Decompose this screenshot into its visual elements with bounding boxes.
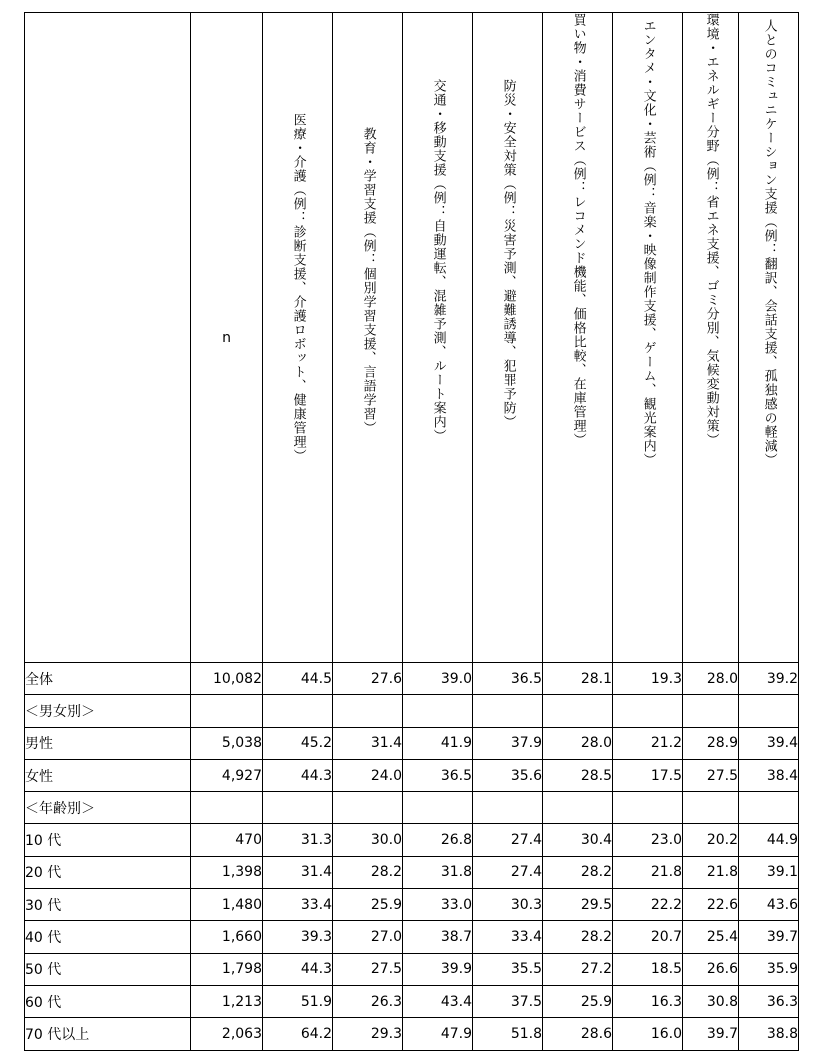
cell-value: 44.3 bbox=[263, 953, 333, 985]
cell-value: 30.4 bbox=[543, 824, 613, 856]
cell-value: 24.0 bbox=[333, 759, 403, 791]
row-n: 470 bbox=[191, 824, 263, 856]
cell-value: 39.2 bbox=[739, 663, 799, 695]
row-n: 5,038 bbox=[191, 727, 263, 759]
header-row bbox=[25, 13, 799, 663]
cell-value: 38.8 bbox=[739, 1018, 799, 1050]
category-header-education bbox=[333, 13, 403, 663]
survey-table bbox=[24, 12, 799, 1051]
cell-value: 45.2 bbox=[263, 727, 333, 759]
cell-value: 18.5 bbox=[613, 953, 683, 985]
category-label: 環境・エネルギー分野（例：省エネ支援、ゴミ分別、気候変動対策） bbox=[703, 13, 719, 447]
cell-value: 37.5 bbox=[473, 985, 543, 1017]
row-n: 1,660 bbox=[191, 921, 263, 953]
cell-value: 22.2 bbox=[613, 889, 683, 921]
row-label: 50 代 bbox=[25, 953, 191, 985]
table-row bbox=[25, 759, 799, 791]
cell-value: 35.6 bbox=[473, 759, 543, 791]
cell-value: 35.5 bbox=[473, 953, 543, 985]
section-label: ＜年齢別＞ bbox=[25, 792, 191, 824]
row-n: 2,063 bbox=[191, 1018, 263, 1050]
category-header-entertainment bbox=[613, 13, 683, 663]
cell-value: 30.8 bbox=[683, 985, 739, 1017]
cell-value: 16.0 bbox=[613, 1018, 683, 1050]
row-label: 30 代 bbox=[25, 889, 191, 921]
cell-value: 28.0 bbox=[543, 727, 613, 759]
cell-value: 43.4 bbox=[403, 985, 473, 1017]
category-header-transport bbox=[403, 13, 473, 663]
cell-value: 17.5 bbox=[613, 759, 683, 791]
row-n: 1,480 bbox=[191, 889, 263, 921]
cell-value: 41.9 bbox=[403, 727, 473, 759]
cell-value: 19.3 bbox=[613, 663, 683, 695]
cell-value: 44.9 bbox=[739, 824, 799, 856]
row-label: 20 代 bbox=[25, 856, 191, 888]
cell-value: 31.3 bbox=[263, 824, 333, 856]
cell-value: 43.6 bbox=[739, 889, 799, 921]
row-n: 1,213 bbox=[191, 985, 263, 1017]
cell-value: 51.9 bbox=[263, 985, 333, 1017]
cell-value: 39.4 bbox=[739, 727, 799, 759]
cell-value: 30.3 bbox=[473, 889, 543, 921]
cell-value: 27.5 bbox=[333, 953, 403, 985]
cell-value: 36.3 bbox=[739, 985, 799, 1017]
cell-value: 29.5 bbox=[543, 889, 613, 921]
row-label: 全体 bbox=[25, 663, 191, 695]
cell-value: 28.2 bbox=[333, 856, 403, 888]
table-row bbox=[25, 824, 799, 856]
cell-value: 28.5 bbox=[543, 759, 613, 791]
table-row bbox=[25, 1018, 799, 1050]
category-label: 交通・移動支援（例：自動運転、混雑予測、ルート案内） bbox=[430, 79, 446, 443]
cell-value: 51.8 bbox=[473, 1018, 543, 1050]
cell-value: 28.2 bbox=[543, 921, 613, 953]
row-label: 女性 bbox=[25, 759, 191, 791]
row-label: 40 代 bbox=[25, 921, 191, 953]
cell-value: 26.6 bbox=[683, 953, 739, 985]
table-row bbox=[25, 953, 799, 985]
n-header bbox=[191, 13, 263, 663]
cell-value: 39.3 bbox=[263, 921, 333, 953]
cell-value: 39.7 bbox=[683, 1018, 739, 1050]
table-row bbox=[25, 889, 799, 921]
section-row bbox=[25, 695, 799, 727]
row-label: 男性 bbox=[25, 727, 191, 759]
cell-value: 25.4 bbox=[683, 921, 739, 953]
cell-value: 31.4 bbox=[263, 856, 333, 888]
category-label: 買い物・消費サービス（例：レコメンド機能、価格比較、在庫管理） bbox=[570, 13, 586, 447]
cell-value: 33.0 bbox=[403, 889, 473, 921]
cell-value: 39.1 bbox=[739, 856, 799, 888]
cell-value: 26.8 bbox=[403, 824, 473, 856]
cell-value: 36.5 bbox=[473, 663, 543, 695]
cell-value: 30.0 bbox=[333, 824, 403, 856]
cell-value: 39.9 bbox=[403, 953, 473, 985]
cell-value: 28.2 bbox=[543, 856, 613, 888]
cell-value: 16.3 bbox=[613, 985, 683, 1017]
section-row bbox=[25, 792, 799, 824]
cell-value: 44.5 bbox=[263, 663, 333, 695]
category-label: 人とのコミュニケーション支援（例：翻訳、会話支援、孤独感の軽減） bbox=[761, 19, 777, 467]
table-row bbox=[25, 985, 799, 1017]
cell-value: 36.5 bbox=[403, 759, 473, 791]
cell-value: 33.4 bbox=[473, 921, 543, 953]
category-label: 防災・安全対策（例：災害予測、避難誘導、犯罪予防） bbox=[500, 79, 516, 429]
cell-value: 22.6 bbox=[683, 889, 739, 921]
corner-cell bbox=[25, 13, 191, 663]
cell-value: 25.9 bbox=[333, 889, 403, 921]
cell-value: 27.2 bbox=[543, 953, 613, 985]
cell-value: 27.4 bbox=[473, 824, 543, 856]
cell-value: 28.0 bbox=[683, 663, 739, 695]
cell-value: 20.7 bbox=[613, 921, 683, 953]
row-n: 10,082 bbox=[191, 663, 263, 695]
category-header-disaster bbox=[473, 13, 543, 663]
cell-value: 29.3 bbox=[333, 1018, 403, 1050]
cell-value: 23.0 bbox=[613, 824, 683, 856]
cell-value: 28.1 bbox=[543, 663, 613, 695]
cell-value: 47.9 bbox=[403, 1018, 473, 1050]
table-row bbox=[25, 727, 799, 759]
category-header-communication bbox=[739, 13, 799, 663]
category-label: 教育・学習支援（例：個別学習支援、言語学習） bbox=[360, 127, 376, 435]
table-row bbox=[25, 663, 799, 695]
n-header-label: n bbox=[222, 329, 231, 346]
cell-value: 27.4 bbox=[473, 856, 543, 888]
cell-value: 27.6 bbox=[333, 663, 403, 695]
table-row bbox=[25, 921, 799, 953]
category-label: 医療・介護（例：診断支援、介護ロボット、健康管理） bbox=[290, 113, 306, 463]
cell-value: 64.2 bbox=[263, 1018, 333, 1050]
row-label: 60 代 bbox=[25, 985, 191, 1017]
category-label: エンタメ・文化・芸術（例：音楽・映像制作支援、ゲーム、観光案内） bbox=[640, 19, 656, 467]
cell-value: 38.7 bbox=[403, 921, 473, 953]
section-label: ＜男女別＞ bbox=[25, 695, 191, 727]
cell-value: 21.2 bbox=[613, 727, 683, 759]
cell-value: 28.6 bbox=[543, 1018, 613, 1050]
cell-value: 26.3 bbox=[333, 985, 403, 1017]
cell-value: 31.4 bbox=[333, 727, 403, 759]
cell-value: 38.4 bbox=[739, 759, 799, 791]
cell-value: 20.2 bbox=[683, 824, 739, 856]
row-n: 1,798 bbox=[191, 953, 263, 985]
row-n: 4,927 bbox=[191, 759, 263, 791]
cell-value: 33.4 bbox=[263, 889, 333, 921]
cell-value: 28.9 bbox=[683, 727, 739, 759]
cell-value: 31.8 bbox=[403, 856, 473, 888]
cell-value: 35.9 bbox=[739, 953, 799, 985]
table-row bbox=[25, 856, 799, 888]
cell-value: 37.9 bbox=[473, 727, 543, 759]
cell-value: 39.0 bbox=[403, 663, 473, 695]
cell-value: 21.8 bbox=[683, 856, 739, 888]
row-label: 70 代以上 bbox=[25, 1018, 191, 1050]
cell-value: 27.0 bbox=[333, 921, 403, 953]
cell-value: 39.7 bbox=[739, 921, 799, 953]
cell-value: 27.5 bbox=[683, 759, 739, 791]
category-header-shopping bbox=[543, 13, 613, 663]
category-header-environment bbox=[683, 13, 739, 663]
cell-value: 25.9 bbox=[543, 985, 613, 1017]
cell-value: 21.8 bbox=[613, 856, 683, 888]
row-n: 1,398 bbox=[191, 856, 263, 888]
cell-value: 44.3 bbox=[263, 759, 333, 791]
row-label: 10 代 bbox=[25, 824, 191, 856]
category-header-medical bbox=[263, 13, 333, 663]
